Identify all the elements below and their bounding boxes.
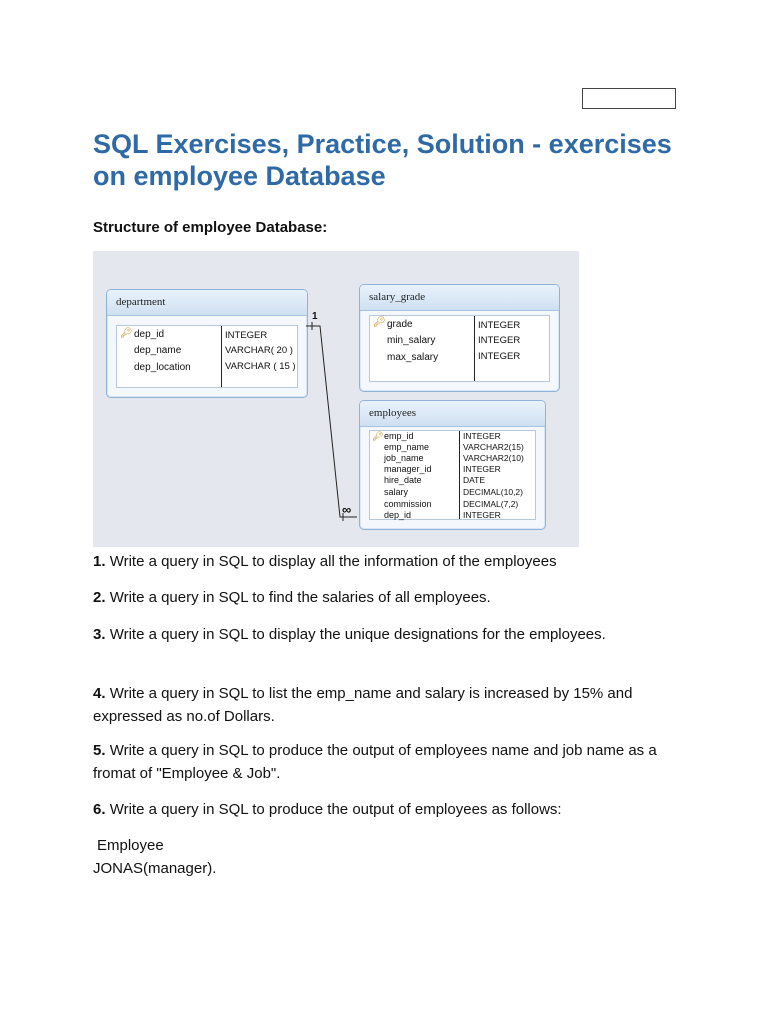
question-number: 4. — [93, 685, 106, 702]
question-text: Write a query in SQL to display all the information of the employees — [109, 553, 557, 570]
question-text: Write a query in SQL to produce the output of employees name and job name as a fromat of "Employee & Job". — [93, 742, 657, 782]
field-type: VARCHAR2(15) — [463, 442, 524, 452]
field-name: job_name — [384, 453, 424, 463]
field-name: dep_id — [384, 510, 412, 520]
table-salary-grade-title: salary_grade — [360, 285, 559, 311]
field-type: INTEGER — [225, 330, 268, 341]
question-5 — [93, 739, 693, 785]
question-text: Write a query in SQL to produce the output of employees as follows: — [109, 801, 562, 818]
field-type: VARCHAR ( 15 ) — [225, 361, 296, 372]
field-type: INTEGER — [463, 431, 501, 441]
field-name: hire_date — [384, 475, 422, 485]
question-6 — [93, 798, 693, 821]
structure-heading: Structure of employee Database: — [93, 219, 328, 236]
table-employees-title: employees — [360, 401, 545, 427]
question-1 — [93, 550, 693, 573]
page-title: SQL Exercises, Practice, Solution - exercises on employee Database — [93, 129, 672, 191]
output-header: Employee — [97, 837, 164, 854]
question-text: Write a query in SQL to list the emp_name and salary is increased by 15% and expressed as no.of Dollars. — [93, 685, 633, 725]
table-department — [106, 289, 308, 398]
field-name: commission — [384, 499, 432, 509]
table-salary-grade — [359, 284, 560, 392]
field-type: DECIMAL(7,2) — [463, 499, 519, 509]
field-type: VARCHAR( 20 ) — [225, 345, 293, 356]
field-type: DATE — [463, 475, 486, 485]
output-value: JONAS(manager). — [93, 860, 217, 877]
table-employees-fields — [369, 430, 536, 520]
field-name: emp_id — [384, 431, 414, 441]
question-text: Write a query in SQL to find the salaries of all employees. — [109, 589, 491, 606]
table-employees — [359, 400, 546, 530]
question-number: 1. — [93, 553, 106, 570]
relationship-many-label: ∞ — [342, 502, 352, 517]
field-type: INTEGER — [463, 510, 501, 520]
question-number: 6. — [93, 801, 106, 818]
field-type: VARCHAR2(10) — [463, 453, 524, 463]
field-name: grade — [387, 319, 413, 330]
question-number: 2. — [93, 589, 106, 606]
primary-key-icon: 🔑︎ — [372, 431, 384, 441]
field-name: dep_id — [134, 329, 165, 340]
question-3 — [93, 623, 693, 646]
question-4 — [93, 682, 693, 728]
field-name: salary — [384, 487, 409, 497]
question-number: 3. — [93, 626, 106, 643]
primary-key-icon: 🔑︎ — [120, 328, 133, 339]
primary-key-icon: 🔑︎ — [373, 317, 386, 328]
field-name: emp_name — [384, 442, 430, 452]
question-2 — [93, 586, 693, 609]
table-department-title: department — [107, 290, 307, 316]
er-diagram — [93, 251, 579, 547]
page-number-box[interactable] — [582, 88, 676, 109]
relationship-one-label: 1 — [312, 311, 318, 322]
field-name: min_salary — [387, 335, 436, 346]
field-name: dep_name — [134, 345, 182, 356]
field-type: INTEGER — [478, 335, 521, 346]
question-number: 5. — [93, 742, 106, 759]
table-salary-grade-fields — [369, 315, 550, 382]
field-name: max_salary — [387, 352, 439, 363]
field-type: DECIMAL(10,2) — [463, 487, 523, 497]
field-name: dep_location — [134, 362, 191, 373]
question-text: Write a query in SQL to display the unique designations for the employees. — [109, 626, 606, 643]
field-type: INTEGER — [478, 320, 521, 331]
table-department-fields — [116, 325, 298, 388]
field-name: manager_id — [384, 464, 432, 474]
field-type: INTEGER — [463, 464, 501, 474]
field-type: INTEGER — [478, 351, 521, 362]
